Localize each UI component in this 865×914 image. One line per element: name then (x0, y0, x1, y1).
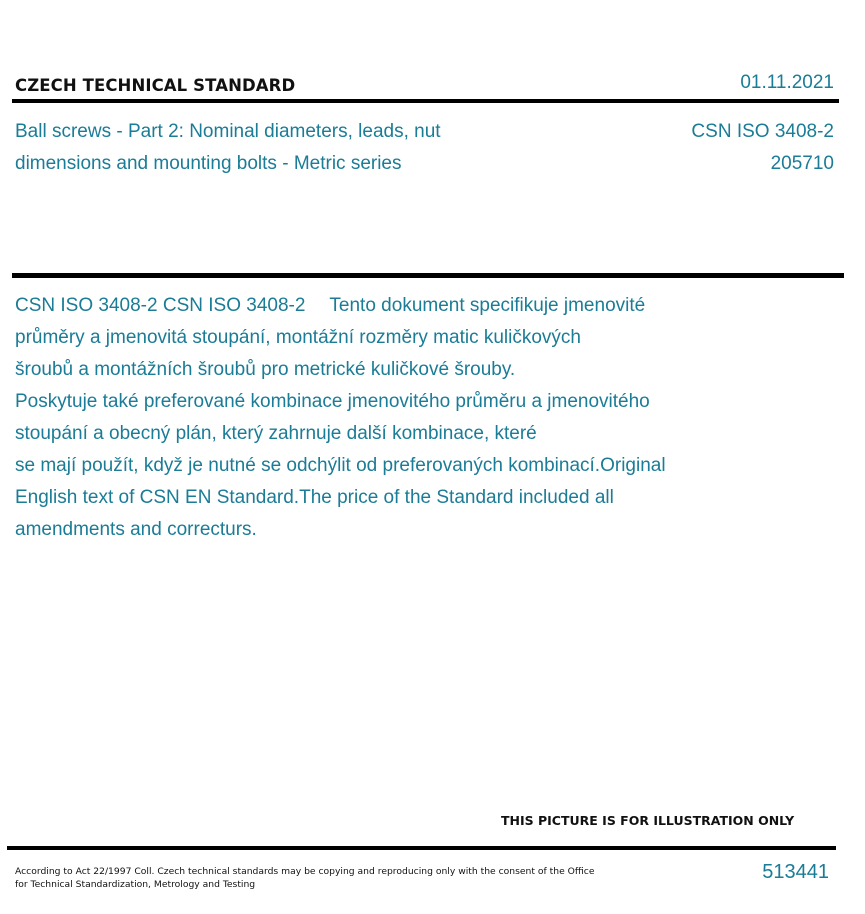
title-line-1: Ball screws - Part 2: Nominal diameters, leads, nut (15, 121, 441, 142)
legal-notice (15, 866, 615, 891)
description-line: stoupání a obecný plán, který zahrnuje další kombinace, které (15, 423, 537, 444)
header-divider (12, 99, 839, 103)
description-line-text: Tento dokument specifikuje jmenovité (329, 295, 646, 316)
description-lead: CSN ISO 3408-2 CSN ISO 3408-2 (15, 295, 306, 316)
description-line: šroubů a montážních šroubů pro metrické kuličkové šrouby. (15, 359, 516, 380)
legal-notice-line-2: for Technical Standardization, Metrology and Testing (15, 878, 256, 890)
description-line: amendments and correcturs. (15, 519, 257, 540)
description (15, 290, 815, 546)
description-line: se mají použít, když je nutné se odchýlit od preferovaných kombinací.Original (15, 455, 666, 476)
document-title (15, 116, 575, 180)
publication-date: 01.11.2021 (740, 72, 834, 93)
description-line: English text of CSN EN Standard.The price of the Standard included all (15, 487, 614, 508)
title-line-2: dimensions and mounting bolts - Metric series (15, 153, 402, 174)
catalog-number: 205710 (770, 153, 834, 174)
footer-code: 513441 (762, 861, 829, 883)
description-line: průměry a jmenovitá stoupání, montážní rozměry matic kuličkových (15, 327, 581, 348)
footer-divider (7, 846, 836, 850)
standard-code-block (691, 116, 834, 180)
standard-type-label: CZECH TECHNICAL STANDARD (15, 76, 296, 95)
title-divider (12, 273, 844, 278)
description-line: Poskytuje také preferované kombinace jmenovitého průměru a jmenovitého (15, 391, 650, 412)
illustration-note: THIS PICTURE IS FOR ILLUSTRATION ONLY (501, 813, 795, 828)
description-line (15, 290, 815, 322)
standard-designation: CSN ISO 3408-2 (691, 121, 834, 142)
legal-notice-line-1: According to Act 22/1997 Coll. Czech technical standards may be copying and reproducing only with the consent of the Office (15, 866, 595, 877)
